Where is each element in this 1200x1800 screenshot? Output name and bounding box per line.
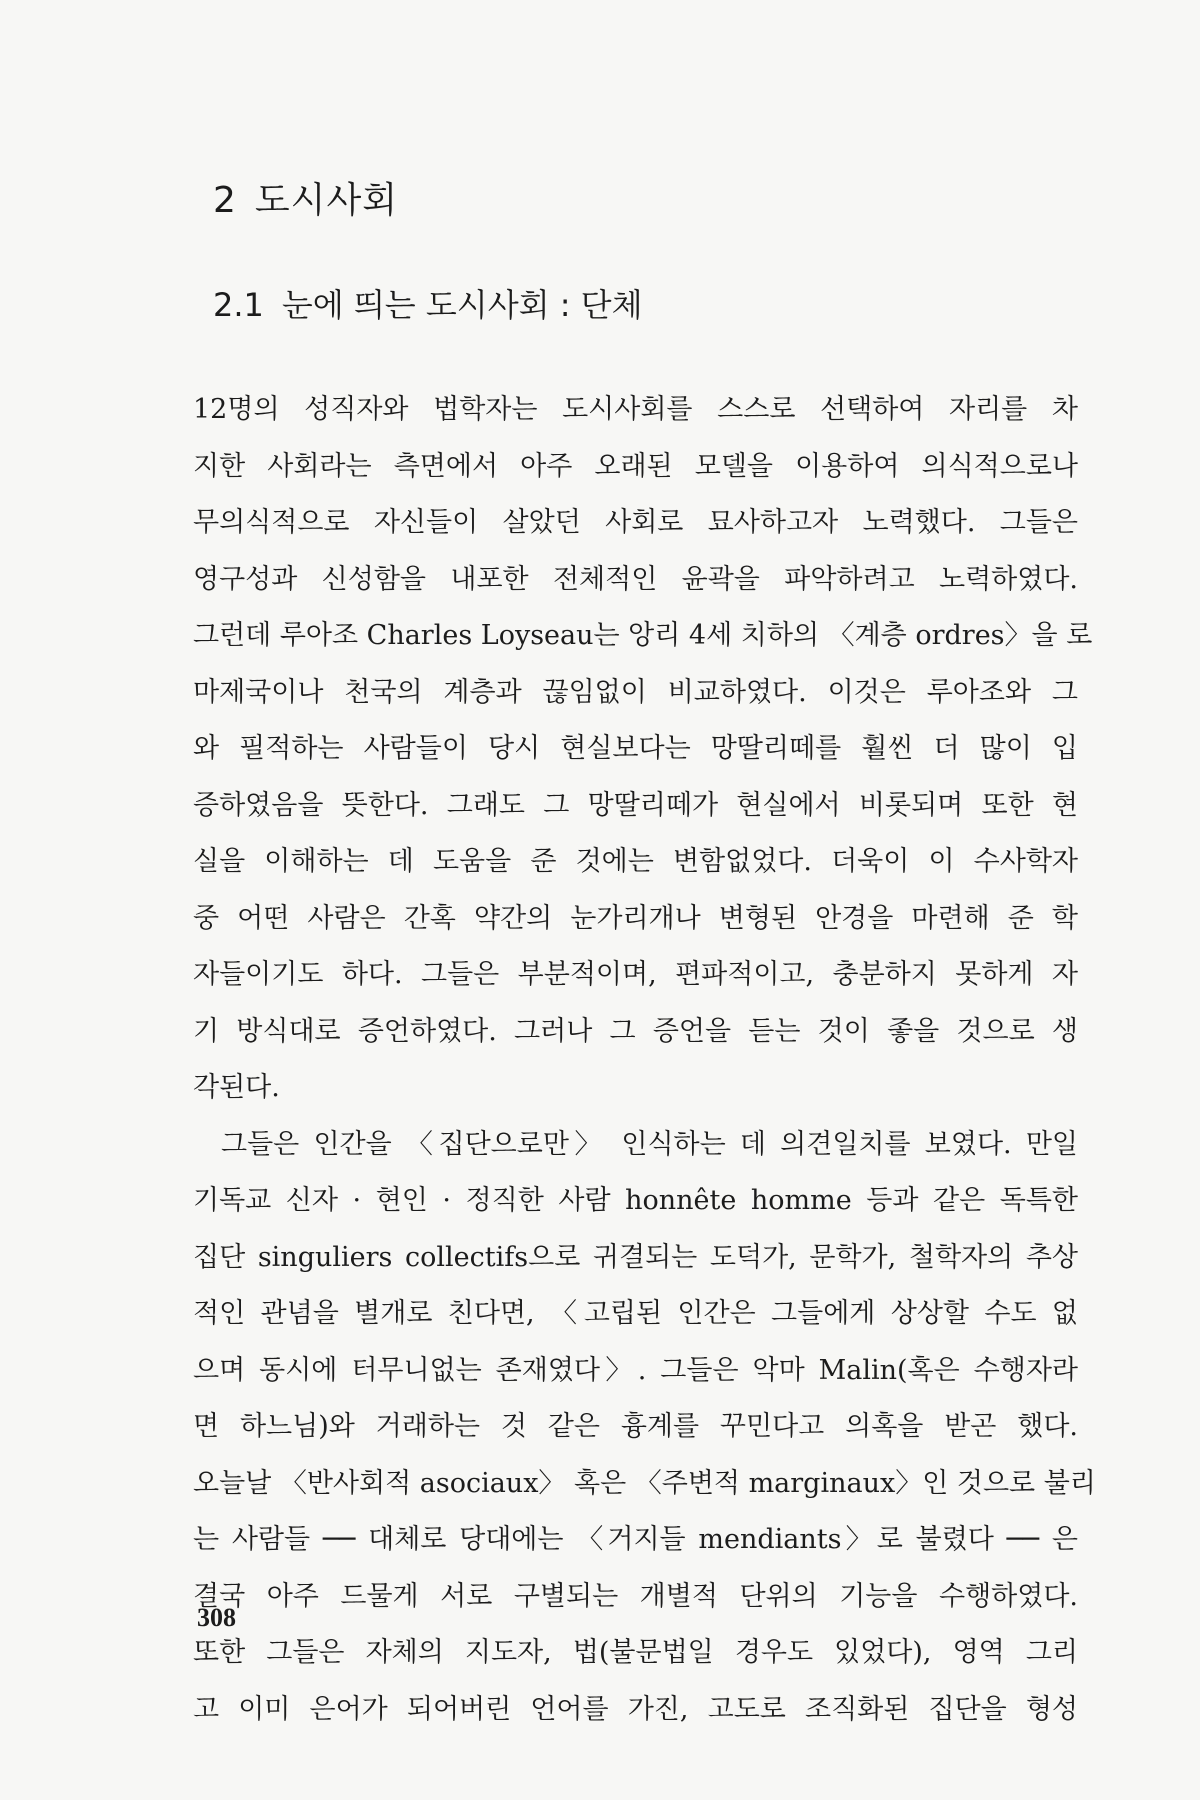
text-line: 마제국이나 천국의 계층과 끊임없이 비교하였다. 이것은 루아조와 그 [193,676,1078,708]
paragraph-1 [193,382,1093,1117]
text-line: 으며 동시에 터무니없는 존재였다〉. 그들은 악마 Malin(혹은 수행자라 [193,1354,1078,1386]
text-line: 증하였음을 뜻한다. 그래도 그 망딸리떼가 현실에서 비롯되며 또한 현 [193,789,1078,821]
text-line: 자들이기도 하다. 그들은 부분적이며, 편파적이고, 충분하지 못하게 자 [193,959,1078,990]
text-line: 오늘날 〈반사회적 asociaux〉 혹은 〈주변적 marginaux〉인 것으로 불리 [193,1467,1096,1499]
text-line: 집단 singuliers collectifs으로 귀결되는 도덕가, 문학가, 철학자의 추상 [193,1241,1078,1273]
section-heading [213,280,642,326]
text-line: 각된다. [193,1072,280,1103]
text-line: 기 방식대로 증언하였다. 그러나 그 증언을 듣는 것이 좋을 것으로 생 [193,1015,1078,1047]
text-line: 그들은 인간을 〈집단으로만〉 인식하는 데 의견일치를 보였다. 만일 [221,1128,1078,1160]
text-line: 또한 그들은 자체의 지도자, 법(불문법일 경우도 있었다), 영역 그리 [193,1637,1078,1668]
chapter-number: 2 [213,180,237,221]
text-line: 무의식적으로 자신들이 살았던 사회로 묘사하고자 노력했다. 그들은 [193,507,1078,538]
chapter-heading [213,172,398,223]
text-line: 그런데 루아조 Charles Loyseau는 앙리 4세 치하의 〈계층 ordres〉을 로 [193,620,1093,651]
section-title: 눈에 띄는 도시사회 : 단체 [281,286,643,324]
text-line: 12명의 성직자와 법학자는 도시사회를 스스로 선택하여 자리를 차 [193,394,1078,425]
text-line: 와 필적하는 사람들이 당시 현실보다는 망딸리떼를 훨씬 더 많이 입 [193,733,1078,764]
body-text [193,382,1096,1738]
text-line: 지한 사회라는 측면에서 아주 오래된 모델을 이용하여 의식적으로나 [193,450,1078,482]
text-line: 기독교 신자 · 현인 · 정직한 사람 honnête homme 등과 같은 독특한 [193,1185,1078,1216]
text-line: 면 하느님)와 거래하는 것 같은 흉계를 꾸민다고 의혹을 받곤 했다. [193,1411,1078,1442]
section-number: 2.1 [213,286,264,324]
text-line: 중 어떤 사람은 간혹 약간의 눈가리개나 변형된 안경을 마련해 준 학 [193,902,1078,934]
text-line: 는 사람들 ── 대체로 당대에는 〈거지들 mendiants〉로 불렸다 ── 은 [193,1524,1078,1555]
text-line: 실을 이해하는 데 도움을 준 것에는 변함없었다. 더욱이 이 수사학자 [193,846,1078,877]
text-line: 적인 관념을 별개로 친다면, 〈고립된 인간은 그들에게 상상할 수도 없 [193,1298,1078,1329]
page-number: 308 [197,1603,236,1632]
chapter-title: 도시사회 [254,180,399,221]
paragraph-2 [193,1117,1096,1739]
text-line: 고 이미 은어가 되어버린 언어를 가진, 고도로 조직화된 집단을 형성 [193,1693,1078,1725]
text-line: 영구성과 신성함을 내포한 전체적인 윤곽을 파악하려고 노력하였다. [193,563,1078,595]
text-line: 결국 아주 드물게 서로 구별되는 개별적 단위의 기능을 수행하였다. [193,1580,1078,1612]
